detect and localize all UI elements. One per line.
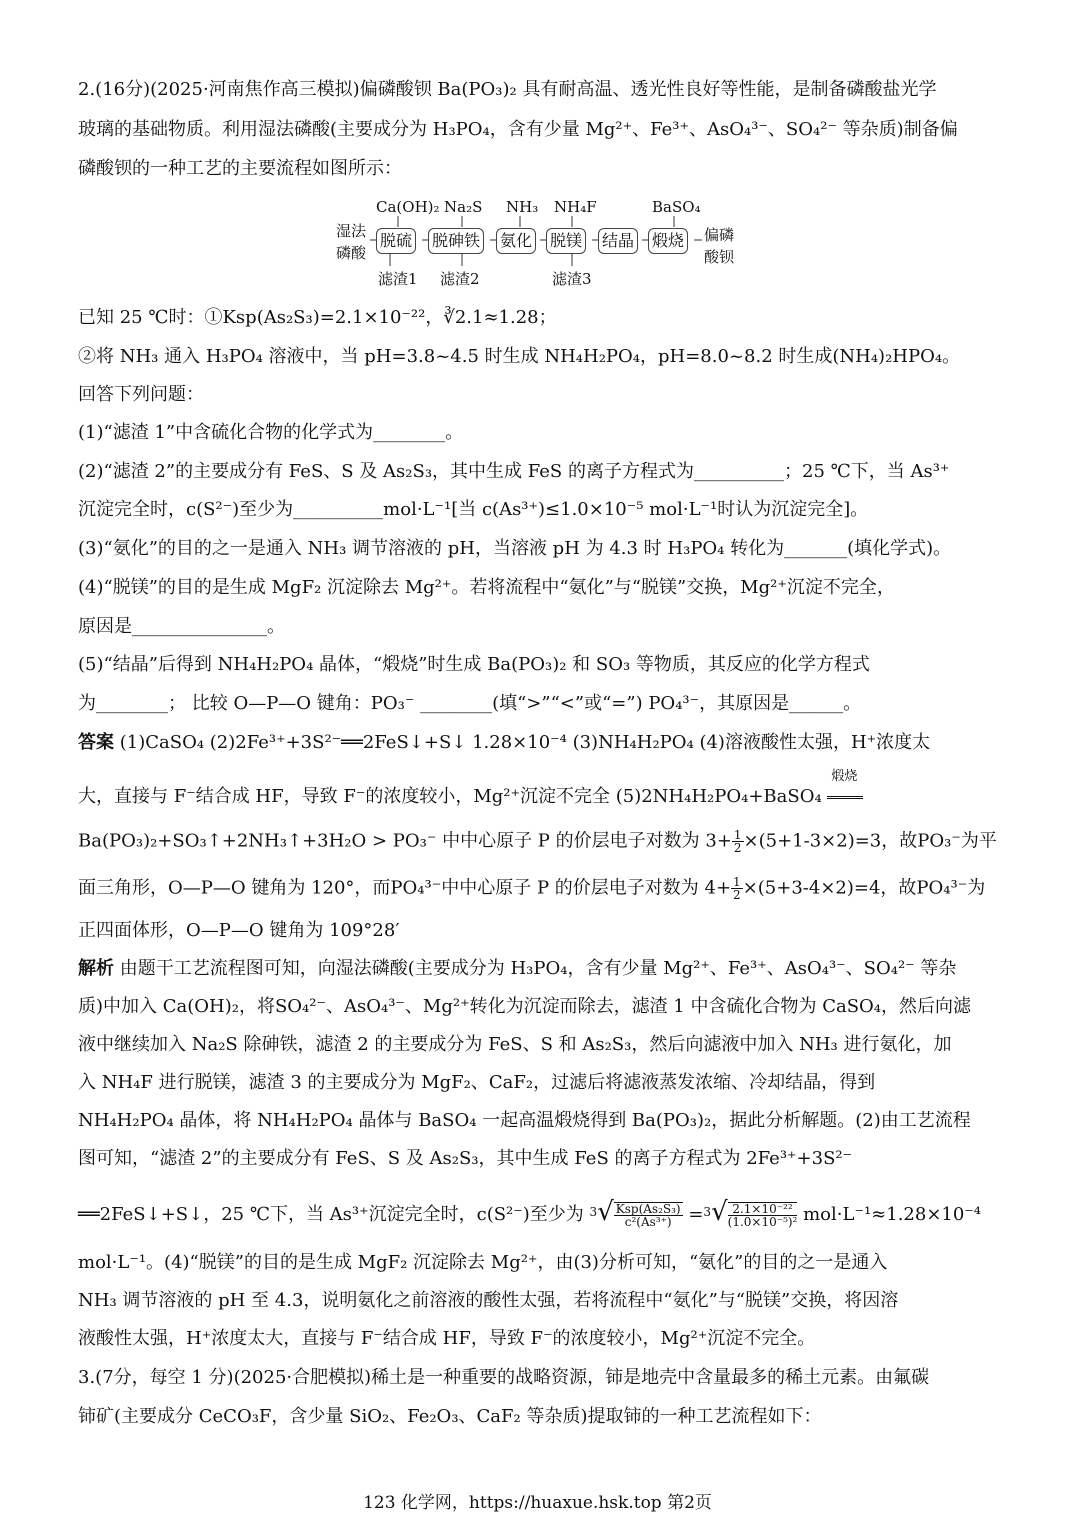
flow-step-1: 脱硫 <box>376 228 416 254</box>
analysis-line-2: 质)中加入 Ca(OH)₂，将SO₄²⁻、AsO₄³⁻、Mg²⁺转化为沉淀而除去，滤渣 1 中含硫化合物为 CaSO₄，然后向滤 <box>78 996 972 1017</box>
analysis-text-1: 由题干工艺流程图可知，向湿法磷酸(主要成分为 H₃PO₄，含有少量 Mg²⁺、Fe³⁺、AsO₄³⁻、SO₄²⁻ 等杂 <box>119 958 957 979</box>
known-2: ②将 NH₃ 通入 H₃PO₄ 溶液中，当 pH=3.8~4.5 时生成 NH₄H₂PO₄，pH=8.0~8.2 时生成(NH₄)₂HPO₄。 <box>78 346 961 367</box>
part-4-a: (4)“脱镁”的目的是生成 MgF₂ 沉淀除去 Mg²⁺。若将流程中“氨化”与“脱镁”交换，Mg²⁺沉淀不完全， <box>78 577 895 598</box>
part-4-b: 原因是_______________。 <box>78 616 285 637</box>
part-2-b: 沉淀完全时，c(S²⁻)至少为__________mol·L⁻¹[当 c(As³⁺)≤1.0×10⁻⁵ mol·L⁻¹时认为沉淀完全]。 <box>78 499 869 520</box>
analysis-line-10: 液酸性太强，H⁺浓度太大，直接与 F⁻结合成 HF，导致 F⁻的浓度较小，Mg²⁺沉淀不完全。 <box>78 1328 816 1349</box>
answer-text-4b: ×(5+3-4×2)=4，故PO₄³⁻为 <box>742 877 986 899</box>
answer-line-2 <box>78 769 863 809</box>
half-fraction <box>731 876 743 901</box>
flow-residue-2: 滤渣2 <box>440 270 480 288</box>
flow-reagent-3: NH₃ <box>506 198 539 216</box>
answer-text-2: 大，直接与 F⁻结合成 HF，导致 F⁻的浓度较小，Mg²⁺沉淀不完全 (5)2NH₄H₂PO₄+BaSO₄ <box>78 786 822 807</box>
part-5-b: 为________； 比较 O—P—O 键角：PO₃⁻ ________(填“>”“<”或“=”) PO₄³⁻，其原因是______。 <box>78 693 862 714</box>
analysis-line-9: NH₃ 调节溶液的 pH 至 4.3，说明氨化之前溶液的酸性太强，若将流程中“氨化”与“脱镁”交换，将因溶 <box>78 1290 899 1311</box>
answer-line-5: 正四面体形，O—P—O 键角为 109°28′ <box>78 920 400 941</box>
q2-line-3: 磷酸钡的一种工艺的主要流程如图所示： <box>78 158 402 179</box>
analysis-text-7b: mol·L⁻¹≈1.28×10⁻⁴ <box>803 1204 982 1225</box>
root2-num: 2.1×10⁻²² <box>728 1203 798 1216</box>
analysis-text-7a: ══2FeS↓+S↓，25 ℃下，当 As³⁺沉淀完全时，c(S²⁻)至少为 <box>78 1204 584 1225</box>
part-2-a: (2)“滤渣 2”的主要成分有 FeS、S 及 As₂S₃，其中生成 FeS 的离子方程式为__________；25 ℃下，当 As³⁺ <box>78 461 950 482</box>
analysis-line-5: NH₄H₂PO₄ 晶体，将 NH₄H₂PO₄ 晶体与 BaSO₄ 一起高温煅烧得到 Ba(PO₃)₂，据此分析解题。(2)由工艺流程 <box>78 1110 971 1131</box>
answer-line-3 <box>78 829 997 854</box>
root-fraction-1 <box>614 1202 683 1228</box>
analysis-line-4: 入 NH₄F 进行脱镁，滤渣 3 的主要成分为 MgF₂、CaF₂，过滤后将滤液蒸发浓缩、冷却结晶，得到 <box>78 1072 876 1093</box>
reaction-condition-label: 煅烧 <box>831 769 858 784</box>
analysis-line-1 <box>78 957 956 981</box>
half-fraction <box>732 829 744 854</box>
known-1: 已知 25 ℃时：①Ksp(As₂S₃)=2.1×10⁻²²，∛2.1≈1.28； <box>78 307 557 328</box>
flow-reagent-4: NH₄F <box>554 198 597 216</box>
frac-num: 1 <box>733 875 741 889</box>
reaction-condition <box>827 769 863 809</box>
flow-start-b: 磷酸 <box>336 244 367 262</box>
flow-step-5: 结晶 <box>598 228 638 254</box>
root2-den: (1.0×10⁻⁵)² <box>727 1215 798 1229</box>
flow-end-b: 酸钡 <box>704 248 735 266</box>
flow-reagent-1: Ca(OH)₂ <box>376 198 440 216</box>
answer-text-3b: ×(5+1-3×2)=3，故PO₃⁻为平 <box>743 830 997 852</box>
analysis-line-7: ══2FeS↓+S↓，25 ℃下，当 As³⁺沉淀完全时，c(S²⁻)至少为 $^3$√ $\frac{\text{Ksp(As₂S₃)}}{\text{c²(As³⁺)}}$ =$^3$√ $\frac{\text{2.1×10⁻²²}}{\text{(1.0×10⁻⁵)²}}$ mol·L⁻¹≈1.28×10⁻⁴ <box>78 1197 982 1229</box>
root1-den: c²(As³⁺) <box>624 1215 672 1229</box>
flow-step-3: 氨化 <box>496 228 536 254</box>
flow-start-a: 湿法 <box>336 222 367 240</box>
root-fraction-2 <box>728 1202 798 1228</box>
answer-text-1: (1)CaSO₄ (2)2Fe³⁺+3S²⁻══2FeS↓+S↓ 1.28×10⁻⁴ (3)NH₄H₂PO₄ (4)溶液酸性太强，H⁺浓度太 <box>119 732 931 753</box>
flow-step-2: 脱砷铁 <box>428 228 484 254</box>
frac-den: 2 <box>733 841 742 855</box>
part-5-a: (5)“结晶”后得到 NH₄H₂PO₄ 晶体，“煅烧”时生成 Ba(PO₃)₂ 和 SO₃ 等物质，其反应的化学方程式 <box>78 654 870 675</box>
answer-text-3a: Ba(PO₃)₂+SO₃↑+2NH₃↑+3H₂O > PO₃⁻ 中中心原子 P 的价层电子对数为 3+ <box>78 830 732 852</box>
answer-label: 答案 <box>78 732 114 753</box>
process-flow-diagram <box>330 192 750 292</box>
q2-line-2: 玻璃的基础物质。利用湿法磷酸(主要成分为 H₃PO₄，含有少量 Mg²⁺、Fe³⁺、AsO₄³⁻、SO₄²⁻ 等杂质)制备偏 <box>78 119 958 140</box>
q3-line-1: 3.(7分，每空 1 分)(2025·合肥模拟)稀土是一种重要的战略资源，铈是地壳中含量最多的稀土元素。由氟碳 <box>78 1367 930 1388</box>
frac-den: 2 <box>733 888 741 902</box>
flow-step-6: 煅烧 <box>648 228 688 254</box>
q3-line-2: 铈矿(主要成分 CeCO₃F，含少量 SiO₂、Fe₂O₃、CaF₂ 等杂质)提取铈的一种工艺流程如下： <box>78 1406 822 1427</box>
flow-end-a: 偏磷 <box>704 226 735 244</box>
analysis-line-3: 液中继续加入 Na₂S 除砷铁，滤渣 2 的主要成分为 FeS、S 和 As₂S₃，然后向滤液中加入 NH₃ 进行氨化，加 <box>78 1034 952 1055</box>
flow-step-4: 脱镁 <box>546 228 586 254</box>
answer-text-4a: 面三角形，O—P—O 键角为 120°，而PO₄³⁻中中心原子 P 的价层电子对数为 4+ <box>78 877 732 899</box>
page-footer: 123 化学网，https://huaxue.hsk.top 第2页 <box>363 1493 712 1513</box>
q2-line-1: 2.(16分)(2025·河南焦作高三模拟)偏磷酸钡 Ba(PO₃)₂ 具有耐高温、透光性良好等性能，是制备磷酸盐光学 <box>78 79 937 100</box>
answer-line-1 <box>78 731 930 755</box>
frac-num: 1 <box>733 828 742 842</box>
part-3: (3)“氨化”的目的之一是通入 NH₃ 调节溶液的 pH，当溶液 pH 为 4.3 时 H₃PO₄ 转化为_______(填化学式)。 <box>78 538 952 559</box>
equals-sign <box>827 796 863 799</box>
answer-line-4 <box>78 876 985 901</box>
root1-num: Ksp(As₂S₃) <box>615 1202 681 1216</box>
analysis-label: 解析 <box>78 958 114 979</box>
flow-residue-1: 滤渣1 <box>378 270 418 288</box>
ask-line: 回答下列问题： <box>78 384 204 405</box>
flow-reagent-5: BaSO₄ <box>652 198 701 216</box>
analysis-line-6: 图可知，“滤渣 2”的主要成分有 FeS、S 及 As₂S₃，其中生成 FeS 的离子方程式为 2Fe³⁺+3S²⁻ <box>78 1148 853 1169</box>
analysis-line-8: mol·L⁻¹。(4)“脱镁”的目的是生成 MgF₂ 沉淀除去 Mg²⁺，由(3)分析可知，“氨化”的目的之一是通入 <box>78 1252 888 1273</box>
flow-reagent-2: Na₂S <box>444 198 483 216</box>
part-1: (1)“滤渣 1”中含硫化合物的化学式为________。 <box>78 422 464 443</box>
flow-residue-3: 滤渣3 <box>552 270 592 288</box>
